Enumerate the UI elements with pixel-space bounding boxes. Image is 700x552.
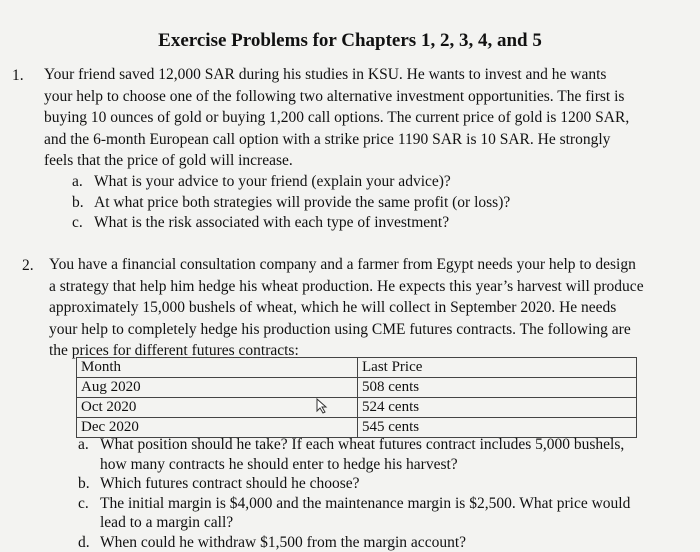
subpart-text: Which futures contract should he choose?	[100, 474, 630, 494]
subpart-label: b.	[72, 193, 84, 214]
table-cell: 524 cents	[358, 398, 637, 418]
question-1-text	[44, 64, 629, 172]
subpart-text: What position should he take? If each wheat futures contract includes 5,000 bushels,	[100, 435, 630, 455]
table-cell: Oct 2020	[77, 398, 358, 418]
subpart-text: how many contracts he should enter to hedge his harvest?	[100, 455, 630, 475]
subpart-text: lead to a margin call?	[100, 513, 630, 533]
column-header-last-price: Last Price	[358, 358, 637, 378]
page-title: Exercise Problems for Chapters 1, 2, 3, 4, and 5	[0, 30, 700, 52]
question-2-number: 2.	[22, 257, 34, 275]
subpart-label: b.	[78, 474, 90, 494]
table-row	[77, 378, 637, 398]
subpart-text: What is your advice to your friend (explain your advice)?	[94, 172, 451, 193]
question-1-line: your help to choose one of the following two alternative investment opportunities. The first is	[44, 86, 629, 108]
question-1-line: buying 10 ounces of gold or buying 1,200 call options. The current price of gold is 1200 SAR,	[44, 107, 629, 129]
column-header-month: Month	[77, 358, 358, 378]
question-2-subparts	[78, 435, 630, 552]
question-1-line: feels that the price of gold will increase.	[44, 150, 629, 172]
question-2-subpart-a	[78, 435, 630, 474]
table-cell: 508 cents	[358, 378, 637, 398]
table-row	[77, 398, 637, 418]
question-2-text	[49, 254, 644, 362]
subpart-text: The initial margin is $4,000 and the maintenance margin is $2,500. What price would	[100, 494, 630, 514]
subpart-text: At what price both strategies will provide the same profit (or loss)?	[94, 193, 510, 214]
subpart-label: a.	[72, 172, 83, 193]
question-2-line: approximately 15,000 bushels of wheat, which he will collect in September 2020. He needs	[49, 297, 644, 319]
subpart-text: What is the risk associated with each type of investment?	[94, 213, 449, 234]
subpart-text: When could he withdraw $1,500 from the margin account?	[100, 533, 630, 552]
table-header-row	[77, 358, 637, 378]
question-2-line: your help to completely hedge his production using CME futures contracts. The following are	[49, 319, 644, 341]
subpart-label: d.	[78, 533, 90, 552]
question-2-subpart-b	[78, 474, 630, 494]
question-1-line: and the 6-month European call option with a strike price 1190 SAR is 10 SAR. He strongly	[44, 129, 629, 151]
table-cell: Aug 2020	[77, 378, 358, 398]
question-2-line: a strategy that help him hedge his wheat production. He expects this year’s harvest will produce	[49, 276, 644, 298]
table-cell: 545 cents	[358, 418, 637, 438]
question-1-number: 1.	[12, 67, 24, 85]
question-2-subpart-d	[78, 533, 630, 552]
subpart-label: a.	[78, 435, 89, 455]
mouse-cursor-icon	[316, 398, 330, 414]
futures-price-table	[76, 357, 637, 438]
subpart-label: c.	[72, 213, 83, 234]
question-2-subpart-c	[78, 494, 630, 533]
subpart-label: c.	[78, 494, 89, 514]
question-2-line: the prices for different futures contracts:	[49, 340, 644, 362]
question-1-line: Your friend saved 12,000 SAR during his studies in KSU. He wants to invest and he wants	[44, 64, 629, 86]
question-2-line: You have a financial consultation company and a farmer from Egypt needs your help to design	[49, 254, 644, 276]
table-cell: Dec 2020	[77, 418, 358, 438]
